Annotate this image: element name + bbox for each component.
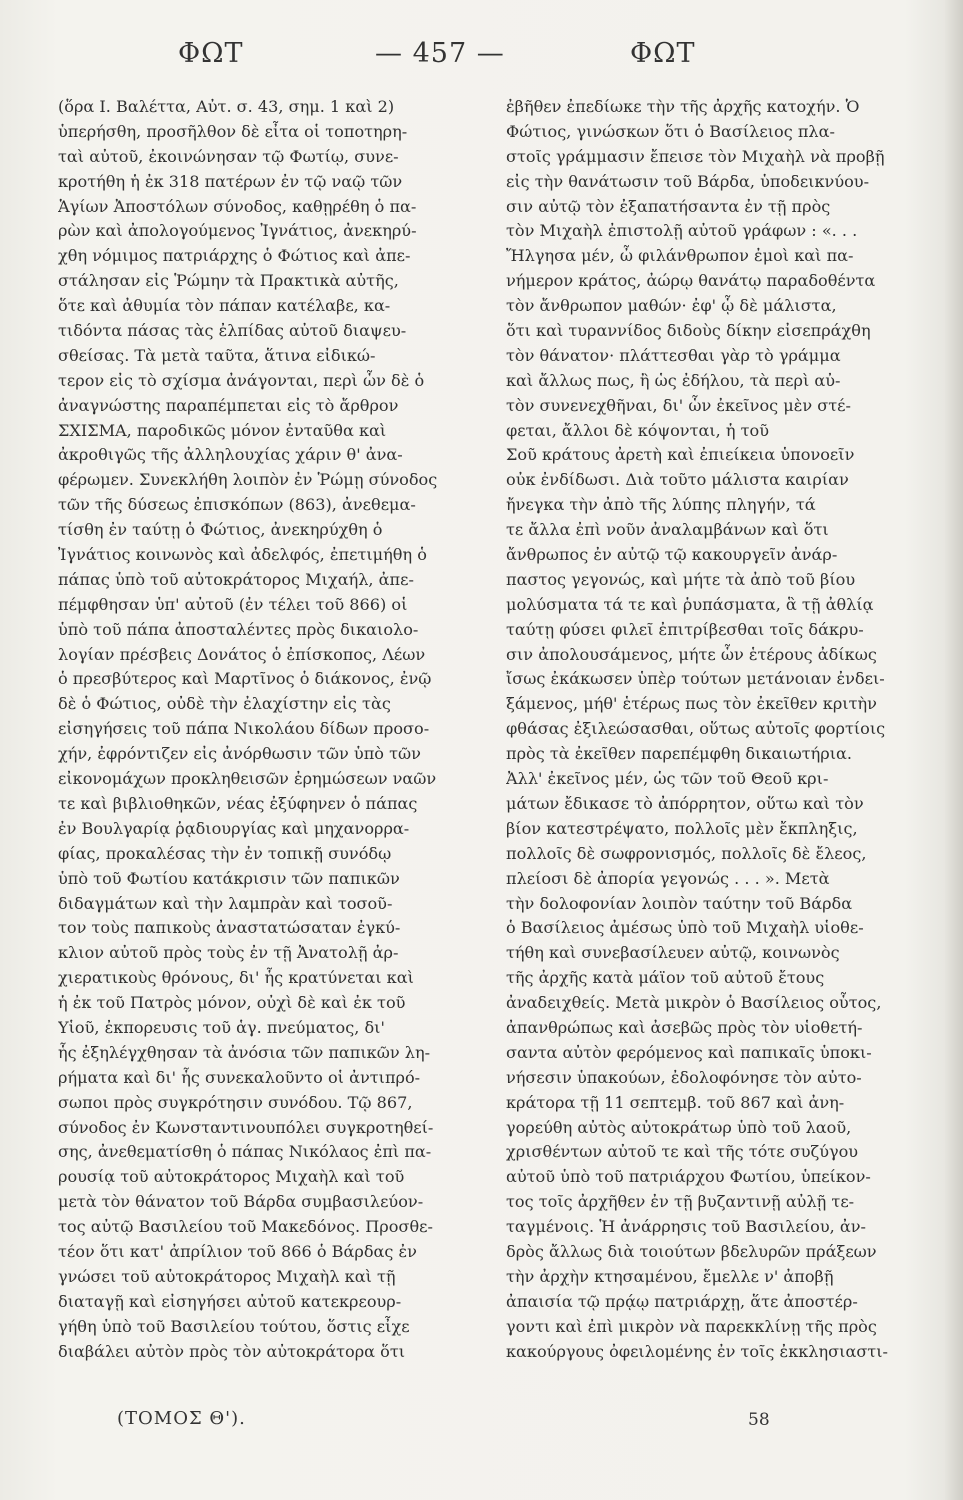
- text-line: κράτορα τῇ 11 σεπτεμβ. τοῦ 867 καὶ ἀνη-: [506, 1092, 845, 1112]
- text-line: βίον κατεστρέψατο, πολλοῖς μὲν ἔκπληξις,: [506, 818, 858, 838]
- text-line: χρισθέντων αὐτοῦ τε καὶ τῆς τότε συζύγου: [506, 1142, 859, 1162]
- text-line: ρὼν καὶ ἀπολογούμενος Ἰγνάτιος, ἀνεκηρύ-: [58, 221, 417, 241]
- text-line: Σοῦ κράτους ἀρετὴ καὶ ἐπιείκεια ὑπονοεῖν: [506, 445, 855, 465]
- text-line: νήσεσιν ὑπακούων, ἐδολοφόνησε τὸν αὐτο-: [506, 1067, 862, 1087]
- text-line: ταγμένοις. Ἡ ἀνάρρησις τοῦ Βασιλείου, ἀν-: [506, 1217, 866, 1237]
- text-line: ἀπανθρώπως καὶ ἀσεβῶς πρὸς τὸν υἱοθετή-: [506, 1017, 863, 1037]
- text-line: τίσθη ἐν ταύτῃ ὁ Φώτιος, ἀνεκηρύχθη ὁ: [58, 520, 383, 540]
- text-line: δρὸς ἄλλως διὰ τοιούτων βδελυρῶν πράξεων: [506, 1241, 877, 1261]
- text-line: ὁ Βασίλειος ἀμέσως ὑπὸ τοῦ Μιχαὴλ υἱοθε-: [506, 918, 864, 938]
- text-line: κροτήθη ἡ ἐκ 318 πατέρων ἐν τῷ ναῷ τῶν: [58, 171, 403, 191]
- text-line: τιδόντα πάσας τὰς ἐλπίδας αὐτοῦ διαψευ-: [58, 321, 407, 341]
- text-line: τον τοὺς παπικοὺς ἀναστατώσαταν ἐγκύ-: [58, 918, 401, 938]
- text-line: πολλοῖς δὲ σωφρονισμός, πολλοῖς δὲ ἔλεος,: [506, 843, 867, 863]
- text-line: πέμφθησαν ὑπ' αὐτοῦ (ἐν τέλει τοῦ 866) οἱ: [58, 594, 408, 614]
- text-line: εἰς τὴν θανάτωσιν τοῦ Βάρδα, ὑποδεικνύου-: [506, 171, 870, 191]
- text-line: τὴν δολοφονίαν λοιπὸν ταύτην τοῦ Βάρδα: [506, 893, 853, 913]
- text-line: τος τοῖς ἀρχῆθεν ἐν τῇ βυζαντινῇ αὐλῇ τε-: [506, 1192, 855, 1212]
- text-line: ταύτῃ φύσει φιλεῖ ἐπιτρίβεσθαι τοῖς δάκρυ-: [506, 619, 864, 639]
- text-line: ταὶ αὐτοῦ, ἐκοινώνησαν τῷ Φωτίῳ, συνε-: [58, 146, 399, 166]
- text-line: ἐβῆθεν ἐπεδίωκε τὴν τῆς ἀρχῆς κατοχήν. Ὁ: [506, 97, 860, 116]
- text-line: Φώτιος, γινώσκων ὅτι ὁ Βασίλειος πλα-: [506, 121, 835, 141]
- text-line: χιερατικοὺς θρόνους, δι' ἧς κρατύνεται καὶ: [58, 968, 414, 988]
- page-number: — 457 —: [375, 38, 505, 69]
- right-column: [506, 95, 916, 1364]
- text-line: τὸν Μιχαὴλ ἐπιστολῇ αὐτοῦ γράφων : «. . .: [506, 221, 858, 241]
- page-edge: [945, 0, 963, 1500]
- text-line: σαντα αὐτὸν φερόμενος καὶ παπικαῖς ὑποκι-: [506, 1042, 872, 1062]
- text-line: πάπας ὑπὸ τοῦ αὐτοκράτορος Μιχαήλ, ἀπε-: [58, 569, 414, 589]
- text-line: ὑπὸ τοῦ Φωτίου κατάκρισιν τῶν παπικῶν: [58, 868, 400, 888]
- text-line: κακούργους ὀφειλομένης ἐν τοῖς ἐκκλησιαστι-: [506, 1341, 888, 1361]
- text-line: κλιον αὐτοῦ πρὸς τοὺς ἐν τῇ Ἀνατολῇ ἀρ-: [58, 943, 399, 963]
- text-line: διδαγμάτων καὶ τὴν λαμπρὰν καὶ τοσοῦ-: [58, 893, 393, 913]
- text-line: τήθη καὶ συνεβασίλευεν αὐτῷ, κοινωνὸς: [506, 943, 840, 963]
- left-column: [58, 95, 443, 1364]
- text-line: διαταγῇ καὶ εἰσηγήσει αὐτοῦ κατεκρεουρ-: [58, 1291, 402, 1311]
- text-line: ὑπερήσθη, προσῆλθον δὲ εἶτα οἱ τοποτηρη-: [58, 121, 408, 141]
- text-line: ΣΧΙΣΜΑ, παροδικῶς μόνον ἐνταῦθα καὶ: [58, 420, 387, 440]
- text-line: ἤνεγκα τὴν ἀπὸ τῆς λύπης πληγήν, τά: [506, 495, 816, 515]
- header-right-keyword: ΦΩΤ: [630, 38, 696, 69]
- volume-label: (ΤΟΜΟΣ Θ').: [117, 1408, 246, 1429]
- signature-mark: 58: [748, 1410, 770, 1430]
- text-line: χθη νόμιμος πατριάρχης ὁ Φώτιος καὶ ἀπε-: [58, 246, 411, 266]
- text-line: γοντι καὶ ἐπὶ μικρὸν νὰ παρεκκλίνῃ τῆς πρὸς: [506, 1316, 877, 1336]
- text-line: ὅτι καὶ τυραννίδος διδοὺς δίκην εἰσεπράχθη: [506, 321, 871, 341]
- text-line: Ἁγίων Ἀποστόλων σύνοδος, καθῃρέθη ὁ πα-: [58, 196, 417, 216]
- text-line: φέρωμεν. Συνεκλήθη λοιπὸν ἐν Ῥώμῃ σύνοδος: [58, 470, 438, 490]
- text-line: στοῖς γράμμασιν ἔπεισε τὸν Μιχαὴλ νὰ προβῇ: [506, 146, 885, 166]
- text-line: διαβάλει αὐτὸν πρὸς τὸν αὐτοκράτορα ὅτι: [58, 1341, 406, 1361]
- text-line: Ἰγνάτιος κοινωνὸς καὶ ἀδελφός, ἐπετιμήθη ὁ: [58, 545, 427, 565]
- text-line: γορεύθη αὐτὸς αὐτοκράτωρ ὑπὸ τοῦ λαοῦ,: [506, 1117, 852, 1137]
- text-line: Ἤλγησα μέν, ὦ φιλάνθρωπον ἐμοὶ καὶ πα-: [506, 246, 854, 266]
- text-line: τε καὶ βιβλιοθηκῶν, νέας ἐξύφηνεν ὁ πάπας: [58, 793, 418, 813]
- text-line: σωποι πρὸς συγκρότησιν συνόδου. Τῷ 867,: [58, 1092, 413, 1112]
- text-line: (ὅρα Ι. Βαλέττα, Αὐτ. σ. 43, σημ. 1 καὶ 2): [58, 97, 395, 116]
- text-line: πλείοσι δὲ ἀπορία γεγονώς . . . ». Μετὰ: [506, 868, 830, 888]
- text-line: Υἱοῦ, ἐκπορευσις τοῦ ἁγ. πνεύματος, δι': [58, 1017, 385, 1037]
- text-line: καὶ ἄλλως πως, ἢ ὡς ἐδήλου, τὰ περὶ αὐ-: [506, 370, 841, 390]
- text-line: μάτων ἔδικασε τὸ ἀπόρρητον, οὕτω καὶ τὸν: [506, 793, 864, 813]
- text-line: νήμερον κράτος, ἀώρῳ θανάτῳ παραδοθέντα: [506, 271, 876, 291]
- text-line: πρὸς τὰ ἐκεῖθεν παρεπέμφθη δικαιωτήρια.: [506, 744, 853, 764]
- text-line: τῶν τῆς δύσεως ἐπισκόπων (863), ἀνεθεμα-: [58, 495, 416, 515]
- running-header: [0, 38, 963, 78]
- text-line: ἡ ἐκ τοῦ Πατρὸς μόνον, οὐχὶ δὲ καὶ ἐκ τοῦ: [58, 993, 406, 1013]
- text-line: ἐν Βουλγαρίᾳ ῥᾳδιουργίας καὶ μηχανορρα-: [58, 818, 410, 838]
- text-line: γήθη ὑπὸ τοῦ Βασιλείου τούτου, ὅστις εἶχε: [58, 1316, 410, 1336]
- text-line: τερον εἰς τὸ σχίσμα ἀνάγονται, περὶ ὧν δὲ ὁ: [58, 370, 425, 390]
- text-line: τὸν συνενεχθῆναι, δι' ὧν ἐκεῖνος μὲν στέ-: [506, 395, 851, 415]
- text-line: ἀναδειχθείς. Μετὰ μικρὸν ὁ Βασίλειος οὗτος,: [506, 993, 882, 1013]
- text-line: τὸν θάνατον· πλάττεσθαι γὰρ τὸ γράμμα: [506, 345, 841, 365]
- text-line: χήν, ἐφρόντιζεν εἰς ἀνόρθωσιν τῶν ὑπὸ τῶν: [58, 744, 421, 764]
- text-line: ἧς ἐξηλέγχθησαν τὰ ἀνόσια τῶν παπικῶν λη-: [58, 1042, 431, 1062]
- text-line: ὁ πρεσβύτερος καὶ Μαρτῖνος ὁ διάκονος, ἐνῷ: [58, 669, 432, 689]
- text-line: οὐκ ἐνδίδωσι. Διὰ τοῦτο μάλιστα καιρίαν: [506, 470, 849, 490]
- text-line: ἄνθρωπος ἐν αὐτῷ τῷ κακουργεῖν ἀνάρ-: [506, 545, 838, 565]
- text-line: τε ἄλλα ἐπὶ νοῦν ἀναλαμβάνων καὶ ὅτι: [506, 520, 829, 540]
- text-line: φθάσας ἐξιλεώσασθαι, οὕτως αὐτοῖς φορτίοις: [506, 719, 886, 739]
- text-line: σύνοδος ἐν Κωνσταντινουπόλει συγκροτηθεί-: [58, 1117, 434, 1137]
- text-line: στάλησαν εἰς Ῥώμην τὰ Πρακτικὰ αὐτῆς,: [58, 271, 399, 291]
- text-line: δὲ ὁ Φώτιος, οὐδὲ τὴν ἐλαχίστην εἰς τὰς: [58, 694, 391, 714]
- text-line: Ἀλλ' ἐκεῖνος μέν, ὡς τῶν τοῦ Θεοῦ κρι-: [506, 769, 829, 789]
- text-line: φίας, προκαλέσας τὴν ἐν τοπικῇ συνόδῳ: [58, 843, 392, 863]
- text-line: τῆς ἀρχῆς κατὰ μάϊον τοῦ αὐτοῦ ἔτους: [506, 968, 825, 988]
- text-line: τὸν ἄνθρωπον μαθών· ἐφ' ᾧ δὲ μάλιστα,: [506, 296, 837, 316]
- text-line: ρήματα καὶ δι' ἧς συνεκαλοῦντο οἱ ἀντιπρό-: [58, 1067, 421, 1087]
- text-line: σης, ἀνεθεματίσθη ὁ πάπας Νικόλαος ἐπὶ πα-: [58, 1142, 432, 1162]
- text-line: εἰσηγήσεις τοῦ πάπα Νικολάου δίδων προσο-: [58, 719, 430, 739]
- text-line: λογίαν πρέσβεις Δονάτος ὁ ἐπίσκοπος, Λέων: [58, 644, 426, 664]
- text-line: ἀπαισία τῷ πρᾴῳ πατριάρχῃ, ἅτε ἀποστέρ-: [506, 1291, 858, 1311]
- text-line: τὴν ἀρχὴν κτησαμένου, ἔμελλε ν' ἀποβῇ: [506, 1266, 834, 1286]
- text-line: τος αὐτῷ Βασιλείου τοῦ Μακεδόνος. Προσθε-: [58, 1217, 433, 1237]
- text-line: αὐτοῦ ὑπὸ τοῦ πατριάρχου Φωτίου, ὑπείκον-: [506, 1167, 871, 1187]
- text-line: σθείσας. Τὰ μετὰ ταῦτα, ἅτινα εἰδικώ-: [58, 345, 376, 365]
- text-line: ὑπὸ τοῦ πάπα ἀποσταλέντες πρὸς δικαιολο-: [58, 619, 419, 639]
- text-line: εἰκονομάχων προκληθεισῶν ἐρημώσεων ναῶν: [58, 769, 437, 789]
- text-line: ἀκροθιγῶς τῆς ἀλληλουχίας χάριν θ' ἀνα-: [58, 445, 403, 465]
- text-line: ἴσως ἐκάκωσεν ὑπὲρ τούτων μετάνοιαν ἐνδει-: [506, 669, 885, 689]
- text-line: ἀναγνώστης παραπέμπεται εἰς τὸ ἄρθρον: [58, 395, 399, 415]
- header-left-keyword: ΦΩΤ: [178, 38, 244, 69]
- text-line: σιν αὐτῷ τὸν ἐξαπατήσαντα ἐν τῇ πρὸς: [506, 196, 831, 216]
- text-line: σιν ἀπολουσάμενος, μήτε ὧν ἑτέρους ἀδίκως: [506, 644, 877, 664]
- text-line: ρουσίᾳ τοῦ αὐτοκράτορος Μιχαὴλ καὶ τοῦ: [58, 1167, 405, 1187]
- text-line: ὅτε καὶ ἀθυμία τὸν πάπαν κατέλαβε, κα-: [58, 296, 391, 316]
- text-line: γνώσει τοῦ αὐτοκράτορος Μιχαὴλ καὶ τῇ: [58, 1266, 396, 1286]
- text-line: ξάμενος, μήθ' ἑτέρως πως τὸν ἐκεῖθεν κριτὴν: [506, 694, 877, 714]
- text-line: μολύσματα τά τε καὶ ῥυπάσματα, ἃ τῇ ἀθλίᾳ: [506, 594, 874, 614]
- text-line: φεται, ἄλλοι δὲ κόψονται, ἡ τοῦ: [506, 420, 770, 440]
- text-line: μετὰ τὸν θάνατον τοῦ Βάρδα συμβασιλεύον-: [58, 1192, 424, 1212]
- text-line: παστος γεγονώς, καὶ μήτε τὰ ἀπὸ τοῦ βίου: [506, 569, 856, 589]
- text-line: τέον ὅτι κατ' ἀπρίλιον τοῦ 866 ὁ Βάρδας ἐν: [58, 1241, 417, 1261]
